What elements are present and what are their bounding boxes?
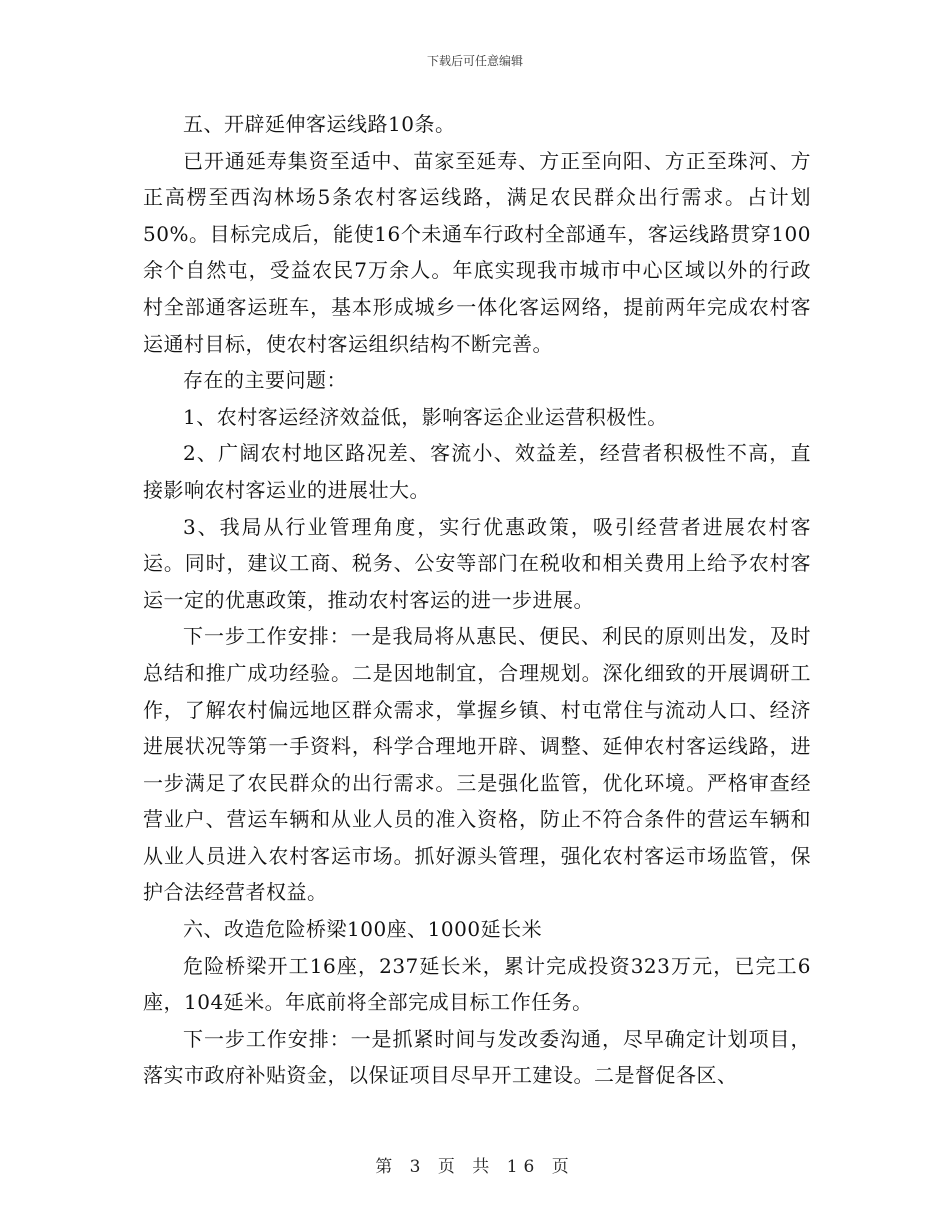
page-number: 第 3 页 共 16 页 xyxy=(375,1157,575,1177)
document-body xyxy=(143,106,811,1094)
paragraph-next-steps-routes: 下一步工作安排：一是我局将从惠民、便民、利民的原则出发，及时总结和推广成功经验。二是因地制宜，合理规划。深化细致的开展调研工作，了解农村偏远地区群众需求，掌握乡镇、村屯常住与流动人口、经济进展状况等第一手资料，科学合理地开辟、调整、延伸农村客运线路，进一步满足了农民群众的出行需求。三是强化监管，优化环境。严格审查经营业户、营运车辆和从业人员的准入资格，防止不符合条件的营运车辆和从业人员进入农村客运市场。抓好源头管理，强化农村客运市场监管，保护合法经营者权益。 xyxy=(143,624,811,905)
section-heading-five: 五、开辟延伸客运线路10条。 xyxy=(183,112,456,136)
page-header-note: 下载后可任意编辑 xyxy=(426,54,523,68)
problem-item-3: 3、我局从行业管理角度，实行优惠政策，吸引经营者进展农村客运。同时，建议工商、税务、公安等部门在税收和相关费用上给予农村客运一定的优惠政策，推动农村客运的进一步进展。 xyxy=(143,514,811,612)
section-heading-six: 六、改造危险桥梁100座、1000延长米 xyxy=(183,917,543,942)
problem-item-1: 1、农村客运经济效益低，影响客运企业运营积极性。 xyxy=(183,404,668,429)
paragraph-bridge-progress: 危险桥梁开工16座，237延长米，累计完成投资323万元，已完工6座，104延米。年底前将全部完成目标工作任务。 xyxy=(143,953,811,1015)
paragraph-routes-opened: 已开通延寿集资至适中、苗家至延寿、方正至向阳、方正至珠河、方正高楞至西沟林场5条农村客运线路，满足农民群众出行需求。占计划50%。目标完成后，能使16个未通车行政村全部通车，客运线路贯穿100余个自然屯，受益农民7万余人。年底实现我市城市中心区域以外的行政村全部通客运班车，基本形成城乡一体化客运网络，提前两年完成农村客运通村目标，使农村客运组织结构不断完善。 xyxy=(143,148,811,356)
paragraph-next-steps-bridges: 下一步工作安排：一是抓紧时间与发改委沟通，尽早确定计划项目，落实市政府补贴资金，以保证项目尽早开工建设。二是督促各区、 xyxy=(143,1026,811,1088)
problem-item-2: 2、广阔农村地区路况差、客流小、效益差，经营者积极性不高，直接影响农村客运业的进展壮大。 xyxy=(143,441,811,502)
problems-heading: 存在的主要问题： xyxy=(183,368,347,393)
